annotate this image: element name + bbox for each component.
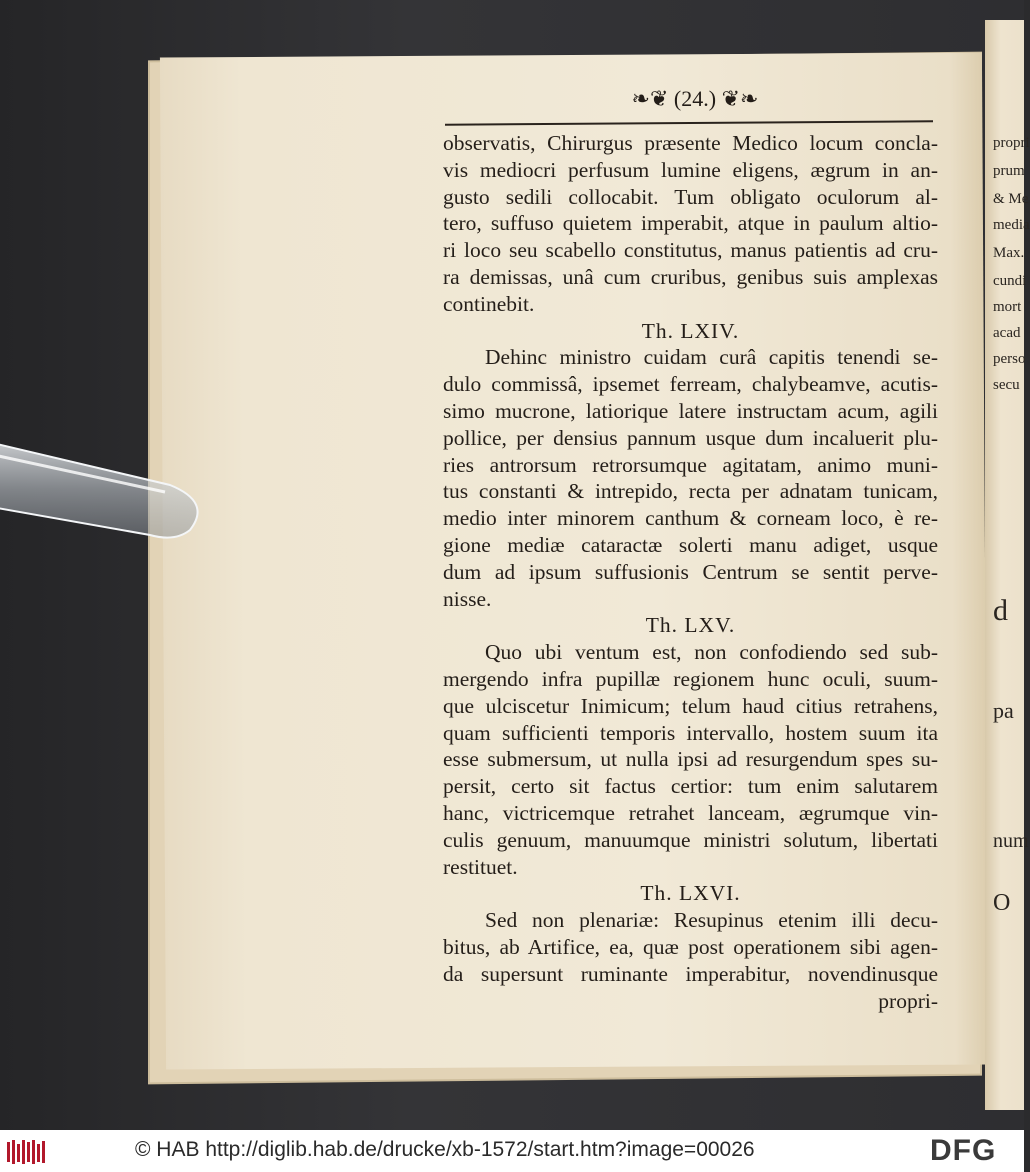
text-line: pollice, per densius pannum usque dum incaluerit plu- — [443, 425, 938, 450]
text-line: gione mediæ cataractæ solerti manu adiget, usque — [443, 532, 938, 557]
text-line: gusto sedili collocabit. Tum obligato oculorum al- — [443, 184, 938, 209]
footer-bar — [0, 1130, 1024, 1172]
page-number: (24.) — [673, 86, 717, 111]
text-line: vis mediocri perfusum lumine eligens, ægrum in an- — [443, 157, 938, 182]
facing-page-fragment: propri — [993, 135, 1030, 151]
text-line: que ulciscetur Inimicum; telum haud citius retrahens, — [443, 693, 938, 718]
dfg-logo: DFG — [930, 1134, 997, 1167]
hab-logo-icon — [6, 1138, 46, 1166]
facing-page-fragment: pa — [993, 698, 1014, 723]
text-line: Quo ubi ventum est, non confodiendo sed sub- — [485, 640, 938, 665]
text-line: mergendo infra pupillæ regionem hunc oculi, suum- — [443, 666, 938, 691]
text-line: tus constanti & intrepido, recta per adnatam tunicam, — [443, 479, 938, 504]
text-line: ri loco seu scabello constitutus, manus patientis ad cru- — [443, 238, 938, 263]
thesis-heading: Th. LXIV. — [641, 318, 740, 343]
thesis-heading: Th. LXV. — [645, 613, 736, 638]
text-line: dulo commissâ, ipsemet ferream, chalybeamve, acutis- — [443, 372, 938, 397]
facing-page-fragment: mort — [993, 299, 1022, 315]
text-line: nisse. — [443, 586, 492, 611]
text-line: bitus, ab Artifice, ea, quæ post operationem sibi agen- — [443, 934, 938, 959]
text-line: tero, suffuso quietem imperabit, atque in paulum altio- — [443, 211, 938, 236]
facing-page-fragment: Max. — [993, 245, 1025, 261]
text-line: restituet. — [443, 854, 518, 879]
facing-page-fragment: media — [993, 217, 1030, 233]
text-line: Dehinc ministro cuidam curâ capitis tenendi se- — [485, 345, 938, 370]
text-line: esse submersum, ut nulla ipsi ad resurgendum spes su- — [443, 747, 938, 772]
text-line: Sed non plenariæ: Resupinus etenim illi decu- — [485, 908, 938, 933]
running-head — [620, 86, 770, 112]
page-text — [443, 130, 938, 1014]
text-line: dum ad ipsum suffusionis Centrum se sentit perve- — [443, 559, 938, 584]
text-line: simo mucrone, latiorique latere instructam acum, agili — [443, 398, 938, 423]
text-line: da supersunt ruminante imperabitur, novendinusque — [443, 961, 938, 986]
facing-page-fragment: prum — [993, 163, 1025, 179]
text-line: culis genuum, manuumque ministri solutum, libertati — [443, 827, 938, 852]
text-line: observatis, Chirurgus præsente Medico locum concla- — [443, 131, 938, 155]
facing-page-fragment: d — [993, 594, 1008, 627]
text-line: ra demissas, unâ cum cruribus, genibus suis amplexas — [443, 264, 938, 289]
ornament-right: ❦❧ — [721, 86, 759, 111]
thesis-heading: Th. LXVI. — [640, 881, 741, 906]
facing-page-fragment: & Me — [993, 191, 1029, 207]
facing-page-fragment: num — [993, 830, 1029, 852]
facing-page-fragment: acad — [993, 325, 1021, 341]
text-line: hanc, victricemque retrahet lanceam, ægrumque vin- — [443, 800, 938, 825]
facing-page-fragment: perso — [993, 351, 1026, 367]
text-line: persit, certo sit factus certior: tum enim salutarem — [443, 774, 938, 799]
copyright-url[interactable]: © HAB http://diglib.hab.de/drucke/xb-1572/start.htm?image=00026 — [135, 1138, 755, 1161]
facing-page-fragment: O — [993, 890, 1011, 916]
facing-page — [985, 20, 1030, 1110]
text-line: quam sufficienti temporis intervallo, hostem suum ita — [443, 720, 938, 745]
text-line: ries antrorsum retrorsumque agitatam, animo muni- — [443, 452, 938, 477]
text-line: medio inter minorem canthum & corneam loco, è re- — [443, 506, 938, 531]
facing-page-fragment: cundi — [993, 273, 1027, 289]
facing-page-fragment: secu — [993, 377, 1020, 393]
text-line: propri- — [878, 988, 938, 1013]
text-line: continebit. — [443, 291, 535, 316]
ornament-left: ❧❦ — [631, 86, 669, 111]
